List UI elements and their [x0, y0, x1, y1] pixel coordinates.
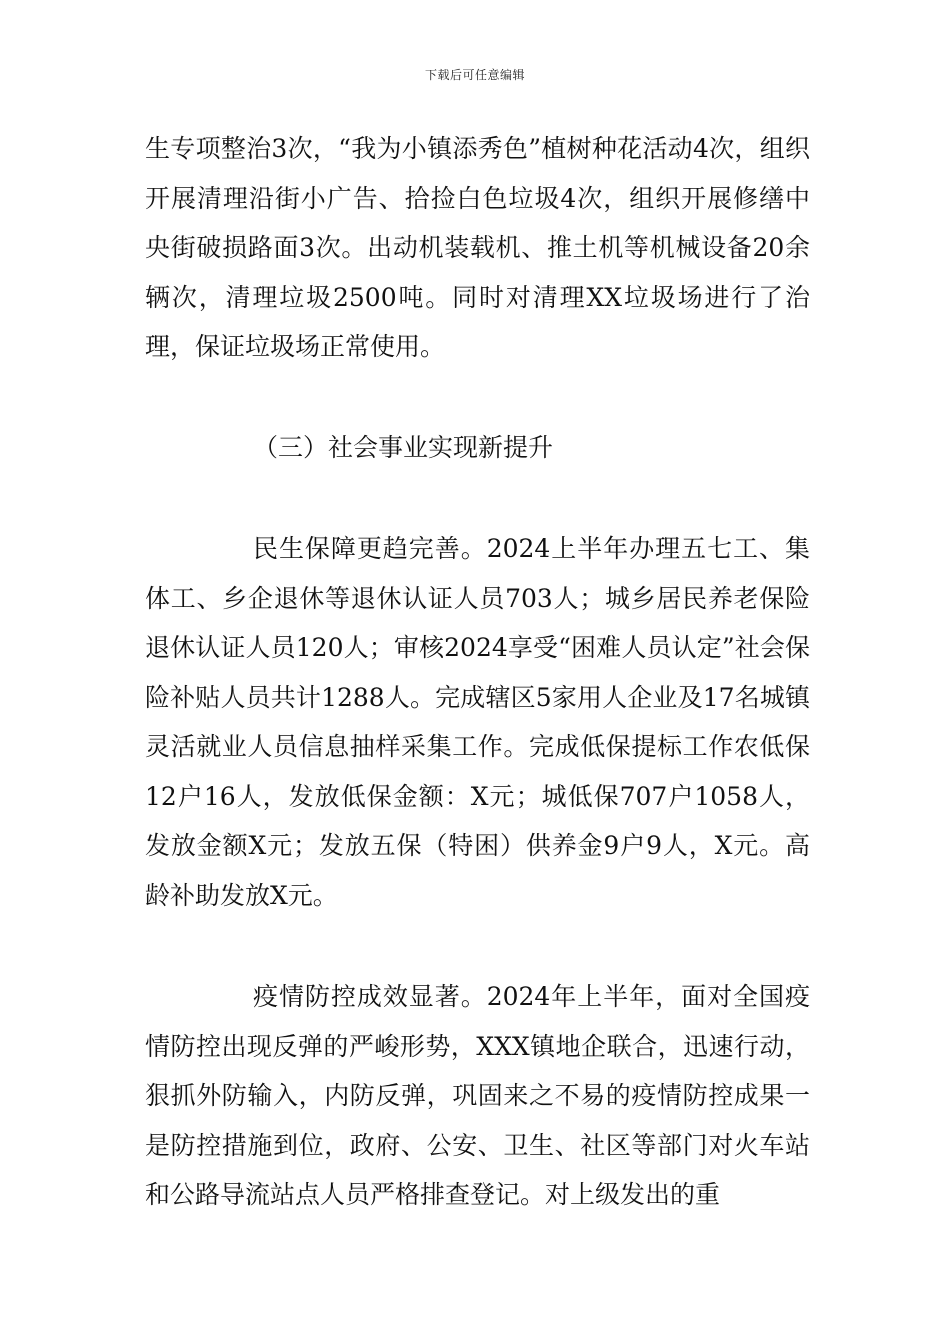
paragraph-livelihood-security: 民生保障更趋完善。2024上半年办理五七工、集体工、乡企退休等退休认证人员703人；城乡居民养老保险退休认证人员120人；审核2024享受“困难人员认定”社会保险补贴人员共计1288人。完成辖区5家用人企业及17名城镇灵活就业人员信息抽样采集工作。完成低保提标工作农低保12户16人，发放低保金额：X元；城低保707户1058人，发放金额X元；发放五保（特困）供养金9户9人，X元。高龄补助发放X元。 [145, 534, 810, 910]
paragraph-spacer [145, 372, 810, 423]
paragraph-spacer [145, 472, 810, 524]
paragraph-sanitation-continued: 生专项整治3次，“我为小镇添秀色”植树种花活动4次，组织开展清理沿街小广告、拾捡白色垃圾4次，组织开展修缮中央街破损路面3次。出动机装载机、推土机等机械设备20余辆次，清理垃圾2500吨。同时对清理XX垃圾场进行了治理，保证垃圾场正常使用。 [145, 134, 810, 361]
paragraph-epidemic-control: 疫情防控成效显著。2024年上半年，面对全国疫情防控出现反弹的严峻形势，XXX镇地企联合，迅速行动，狠抓外防输入，内防反弹，巩固来之不易的疫情防控成果一是防控措施到位，政府、公安、卫生、社区等部门对火车站和公路导流站点人员严格排查登记。对上级发出的重 [145, 982, 810, 1209]
document-body [145, 124, 810, 1220]
page-header-note: 下载后可任意编辑 [424, 68, 525, 82]
paragraph-spacer [145, 920, 810, 972]
section-heading-social-affairs: （三）社会事业实现新提升 [253, 432, 554, 462]
